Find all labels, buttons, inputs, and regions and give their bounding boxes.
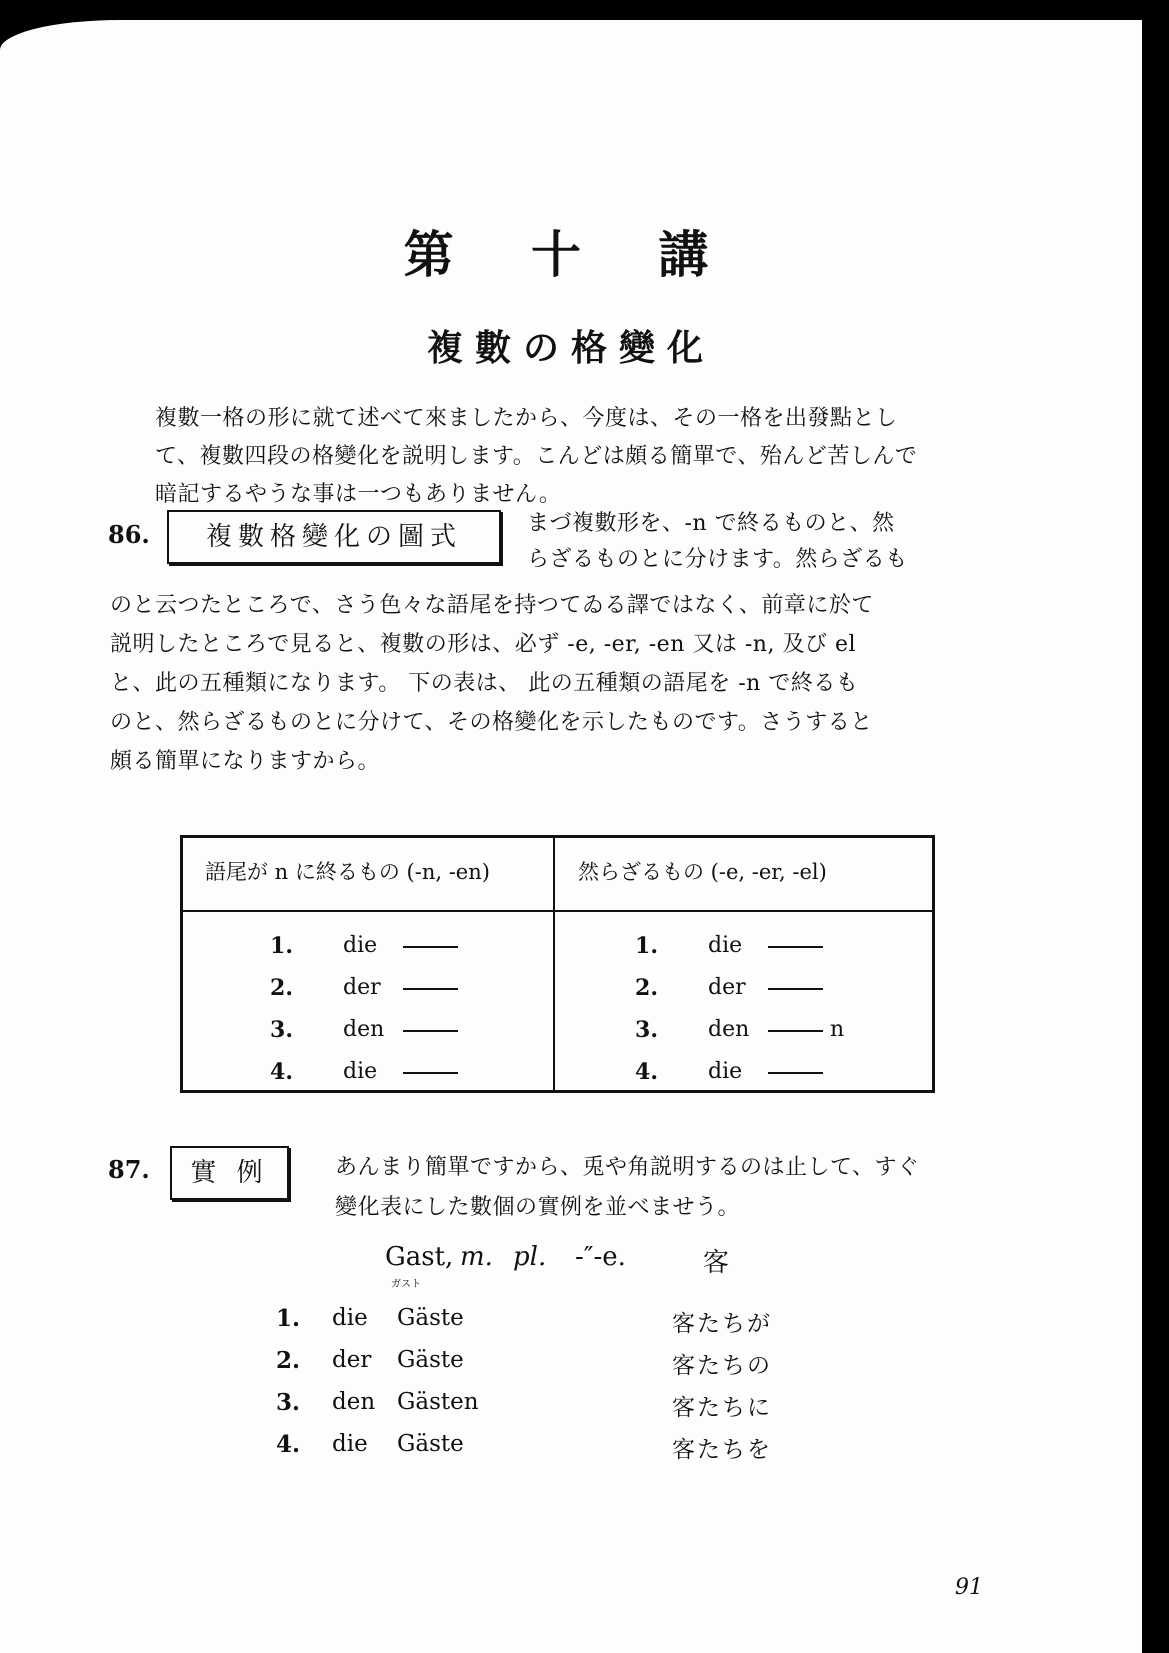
text-line: のと、然らざるものとに分けて、その格變化を示したものです。さうすると: [110, 710, 873, 735]
section-86-side-text: [527, 506, 997, 578]
intro-paragraph: [155, 400, 990, 514]
stem-dash: [768, 1030, 823, 1032]
stem-dash: [768, 1072, 823, 1074]
article: die: [343, 933, 378, 958]
article: der: [332, 1347, 372, 1373]
case-number: 1.: [270, 933, 293, 959]
noun-form: Gästen: [397, 1389, 479, 1415]
japanese-gloss: 客たちを: [672, 1437, 772, 1463]
noun-form: Gäste: [397, 1347, 464, 1373]
case-number: 1.: [275, 1305, 300, 1332]
text-line: らざるものとに分けます。然らざるも: [527, 547, 908, 572]
case-number: 4.: [635, 1059, 658, 1085]
chapter-title: 第 十 講: [403, 225, 739, 284]
stem-dash: [403, 1072, 458, 1074]
stem-dash: [403, 946, 458, 948]
case-number: 2.: [270, 975, 293, 1001]
section-86-body: [110, 586, 990, 781]
section-number-86: 86.: [108, 520, 150, 549]
text-line: 暗記するやうな事は一つもありません。: [155, 482, 562, 507]
plural-form: -″-e.: [575, 1242, 626, 1272]
noun-form: Gäste: [397, 1305, 464, 1331]
article: die: [343, 1059, 378, 1084]
text-line: 變化表にした數個の實例を並べませう。: [335, 1195, 741, 1220]
headword-ruby: ガスト: [391, 1279, 421, 1290]
stem-dash: [768, 946, 823, 948]
japanese-gloss: 客たちの: [672, 1353, 772, 1379]
page-number: 91: [955, 1575, 983, 1600]
text-line: と、此の五種類になります。 下の表は、 此の五種類の語尾を -n で終るも: [110, 671, 859, 696]
book-page: [0, 20, 1142, 1653]
section-subtitle: 複數の格變化: [426, 327, 715, 369]
case-number: 3.: [635, 1017, 658, 1043]
column-divider: [553, 838, 555, 1090]
article: die: [332, 1431, 368, 1457]
article: der: [708, 975, 746, 1000]
section-number-87: 87.: [108, 1155, 150, 1184]
example-row: [272, 1305, 872, 1335]
article: den: [708, 1017, 750, 1042]
article: die: [708, 933, 743, 958]
gender: m.: [460, 1242, 493, 1272]
text-line: 頗る簡單になりますから。: [110, 749, 381, 774]
section-87-label-box: 實 例: [170, 1146, 289, 1200]
article: den: [343, 1017, 385, 1042]
case-number: 4.: [275, 1431, 300, 1458]
case-number: 3.: [275, 1389, 300, 1416]
case-number: 2.: [635, 975, 658, 1001]
case-number: 4.: [270, 1059, 293, 1085]
example-headword-line: [385, 1242, 785, 1292]
text-line: て、複數四段の格變化を説明します。こんどは頗る簡單で、殆んど苦しんで: [155, 444, 918, 469]
case-number: 1.: [635, 933, 658, 959]
case-number: 2.: [275, 1347, 300, 1374]
text-line: まづ複數形を、-n で終るものと、然: [527, 511, 895, 536]
stem-dash: [403, 988, 458, 990]
japanese-gloss: 客たちが: [672, 1311, 772, 1337]
text-line: 説明したところで見ると、複數の形は、必ず -e, -er, -en 又は -n, 及び el: [110, 632, 856, 657]
article: die: [708, 1059, 743, 1084]
section-87-side-text: [335, 1148, 1015, 1228]
stem-dash: [403, 1030, 458, 1032]
header-divider: [183, 910, 932, 912]
stem-dash: [768, 988, 823, 990]
article: der: [343, 975, 381, 1000]
noun-form: Gäste: [397, 1431, 464, 1457]
right-column-header: 然らざるもの (-e, -er, -el): [578, 860, 827, 884]
left-column-header: 語尾が n に終るもの (-n, -en): [205, 860, 490, 884]
article: die: [332, 1305, 368, 1331]
case-number: 3.: [270, 1017, 293, 1043]
plural-label: pl.: [513, 1242, 547, 1272]
section-86-label-box: 複數格變化の圖式: [167, 510, 501, 564]
text-line: のと云つたところで、さう色々な語尾を持つてゐる譯ではなく、前章に於て: [110, 593, 874, 618]
example-row: [272, 1347, 872, 1377]
example-row: [272, 1431, 872, 1461]
text-line: 複數一格の形に就て述べて來ましたから、今度は、その一格を出發點とし: [155, 406, 898, 431]
declension-table: [180, 835, 935, 1093]
article: den: [332, 1389, 376, 1415]
headword: Gast,: [385, 1242, 454, 1272]
text-line: あんまり簡單ですから、兎や角説明するのは止して、すぐ: [335, 1155, 920, 1180]
ending: n: [830, 1017, 845, 1042]
japanese-gloss: 客たちに: [672, 1395, 772, 1421]
example-row: [272, 1389, 872, 1419]
headword-meaning: 客: [703, 1248, 730, 1278]
